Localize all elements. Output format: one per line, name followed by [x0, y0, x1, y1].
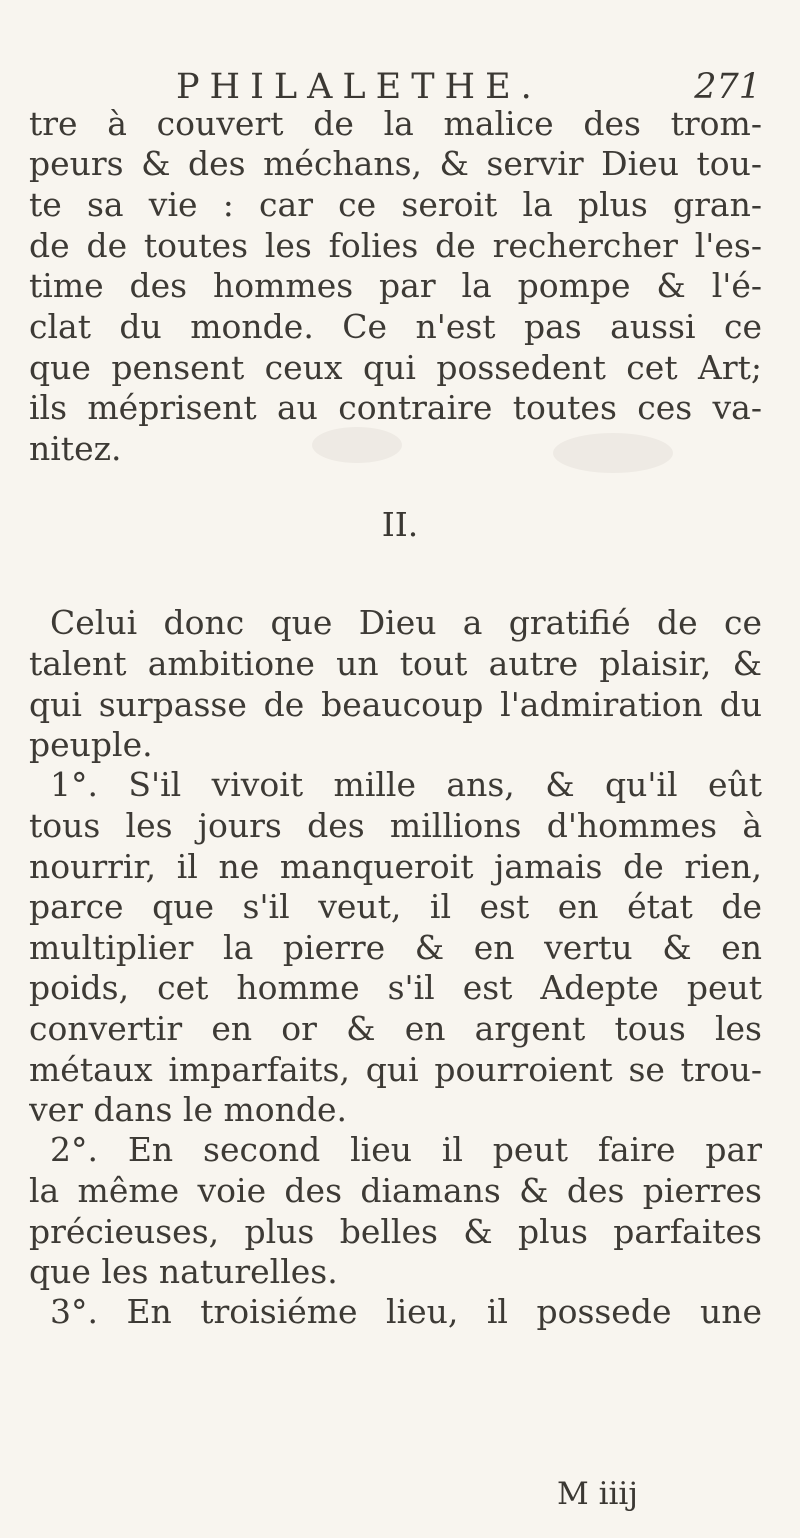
text-line-p1-l6: clat du monde. Ce n'est pas aussi ce: [29, 307, 762, 346]
text-line-p2-l1: Celui donc que Dieu a gratifié de ce: [50, 603, 762, 642]
text-line-p3-l5: multiplier la pierre & en vertu & en: [29, 928, 762, 967]
text-line-p2-l2: talent ambitione un tout autre plaisir, &: [29, 644, 762, 683]
text-line-p1-l5: time des hommes par la pompe & l'é-: [29, 266, 762, 305]
text-line-p1-l1: tre à couvert de la malice des trom-: [29, 104, 762, 143]
text-line-p4-l3: précieuses, plus belles & plus parfaites: [29, 1212, 762, 1251]
text-line-p4-l2: la même voie des diamans & des pierres: [29, 1171, 762, 1210]
text-line-p4-l1: 2°. En second lieu il peut faire par: [50, 1130, 762, 1169]
text-line-p3-l6: poids, cet homme s'il est Adepte peut: [29, 968, 762, 1007]
text-line-p3-l4: parce que s'il veut, il est en état de: [29, 887, 762, 926]
section-heading: II.: [381, 505, 419, 544]
text-line-p3-l3: nourrir, il ne manqueroit jamais de rien,: [29, 847, 762, 886]
text-line-p3-l2: tous les jours des millions d'hommes à: [29, 806, 762, 845]
text-line-p4-l4: que les naturelles.: [29, 1252, 338, 1291]
running-title: PHILALETHE.: [176, 67, 542, 107]
signature-mark: M iiij: [557, 1476, 638, 1512]
text-line-p5-l1: 3°. En troisiéme lieu, il possede une: [50, 1292, 762, 1331]
text-line-p2-l3: qui surpasse de beaucoup l'admiration du: [29, 685, 762, 724]
text-line-p3-l9: ver dans le monde.: [29, 1090, 348, 1129]
text-line-p1-l7: que pensent ceux qui possedent cet Art;: [29, 348, 762, 387]
text-line-p1-l8: ils méprisent au contraire toutes ces va-: [29, 388, 762, 427]
text-line-p3-l1: 1°. S'il vivoit mille ans, & qu'il eût: [50, 765, 762, 804]
text-line-p3-l8: métaux imparfaits, qui pourroient se trou-: [29, 1050, 762, 1089]
text-line-p1-l2: peurs & des méchans, & servir Dieu tou-: [29, 144, 762, 183]
text-line-p3-l7: convertir en or & en argent tous les: [29, 1009, 762, 1048]
text-line-p1-l4: de de toutes les folies de rechercher l'es-: [29, 226, 762, 265]
text-line-p1-l3: te sa vie : car ce seroit la plus gran-: [29, 185, 762, 224]
text-line-p2-l4: peuple.: [29, 725, 153, 764]
text-line-p1-l9: nitez.: [29, 429, 122, 468]
page-number: 271: [694, 67, 761, 107]
